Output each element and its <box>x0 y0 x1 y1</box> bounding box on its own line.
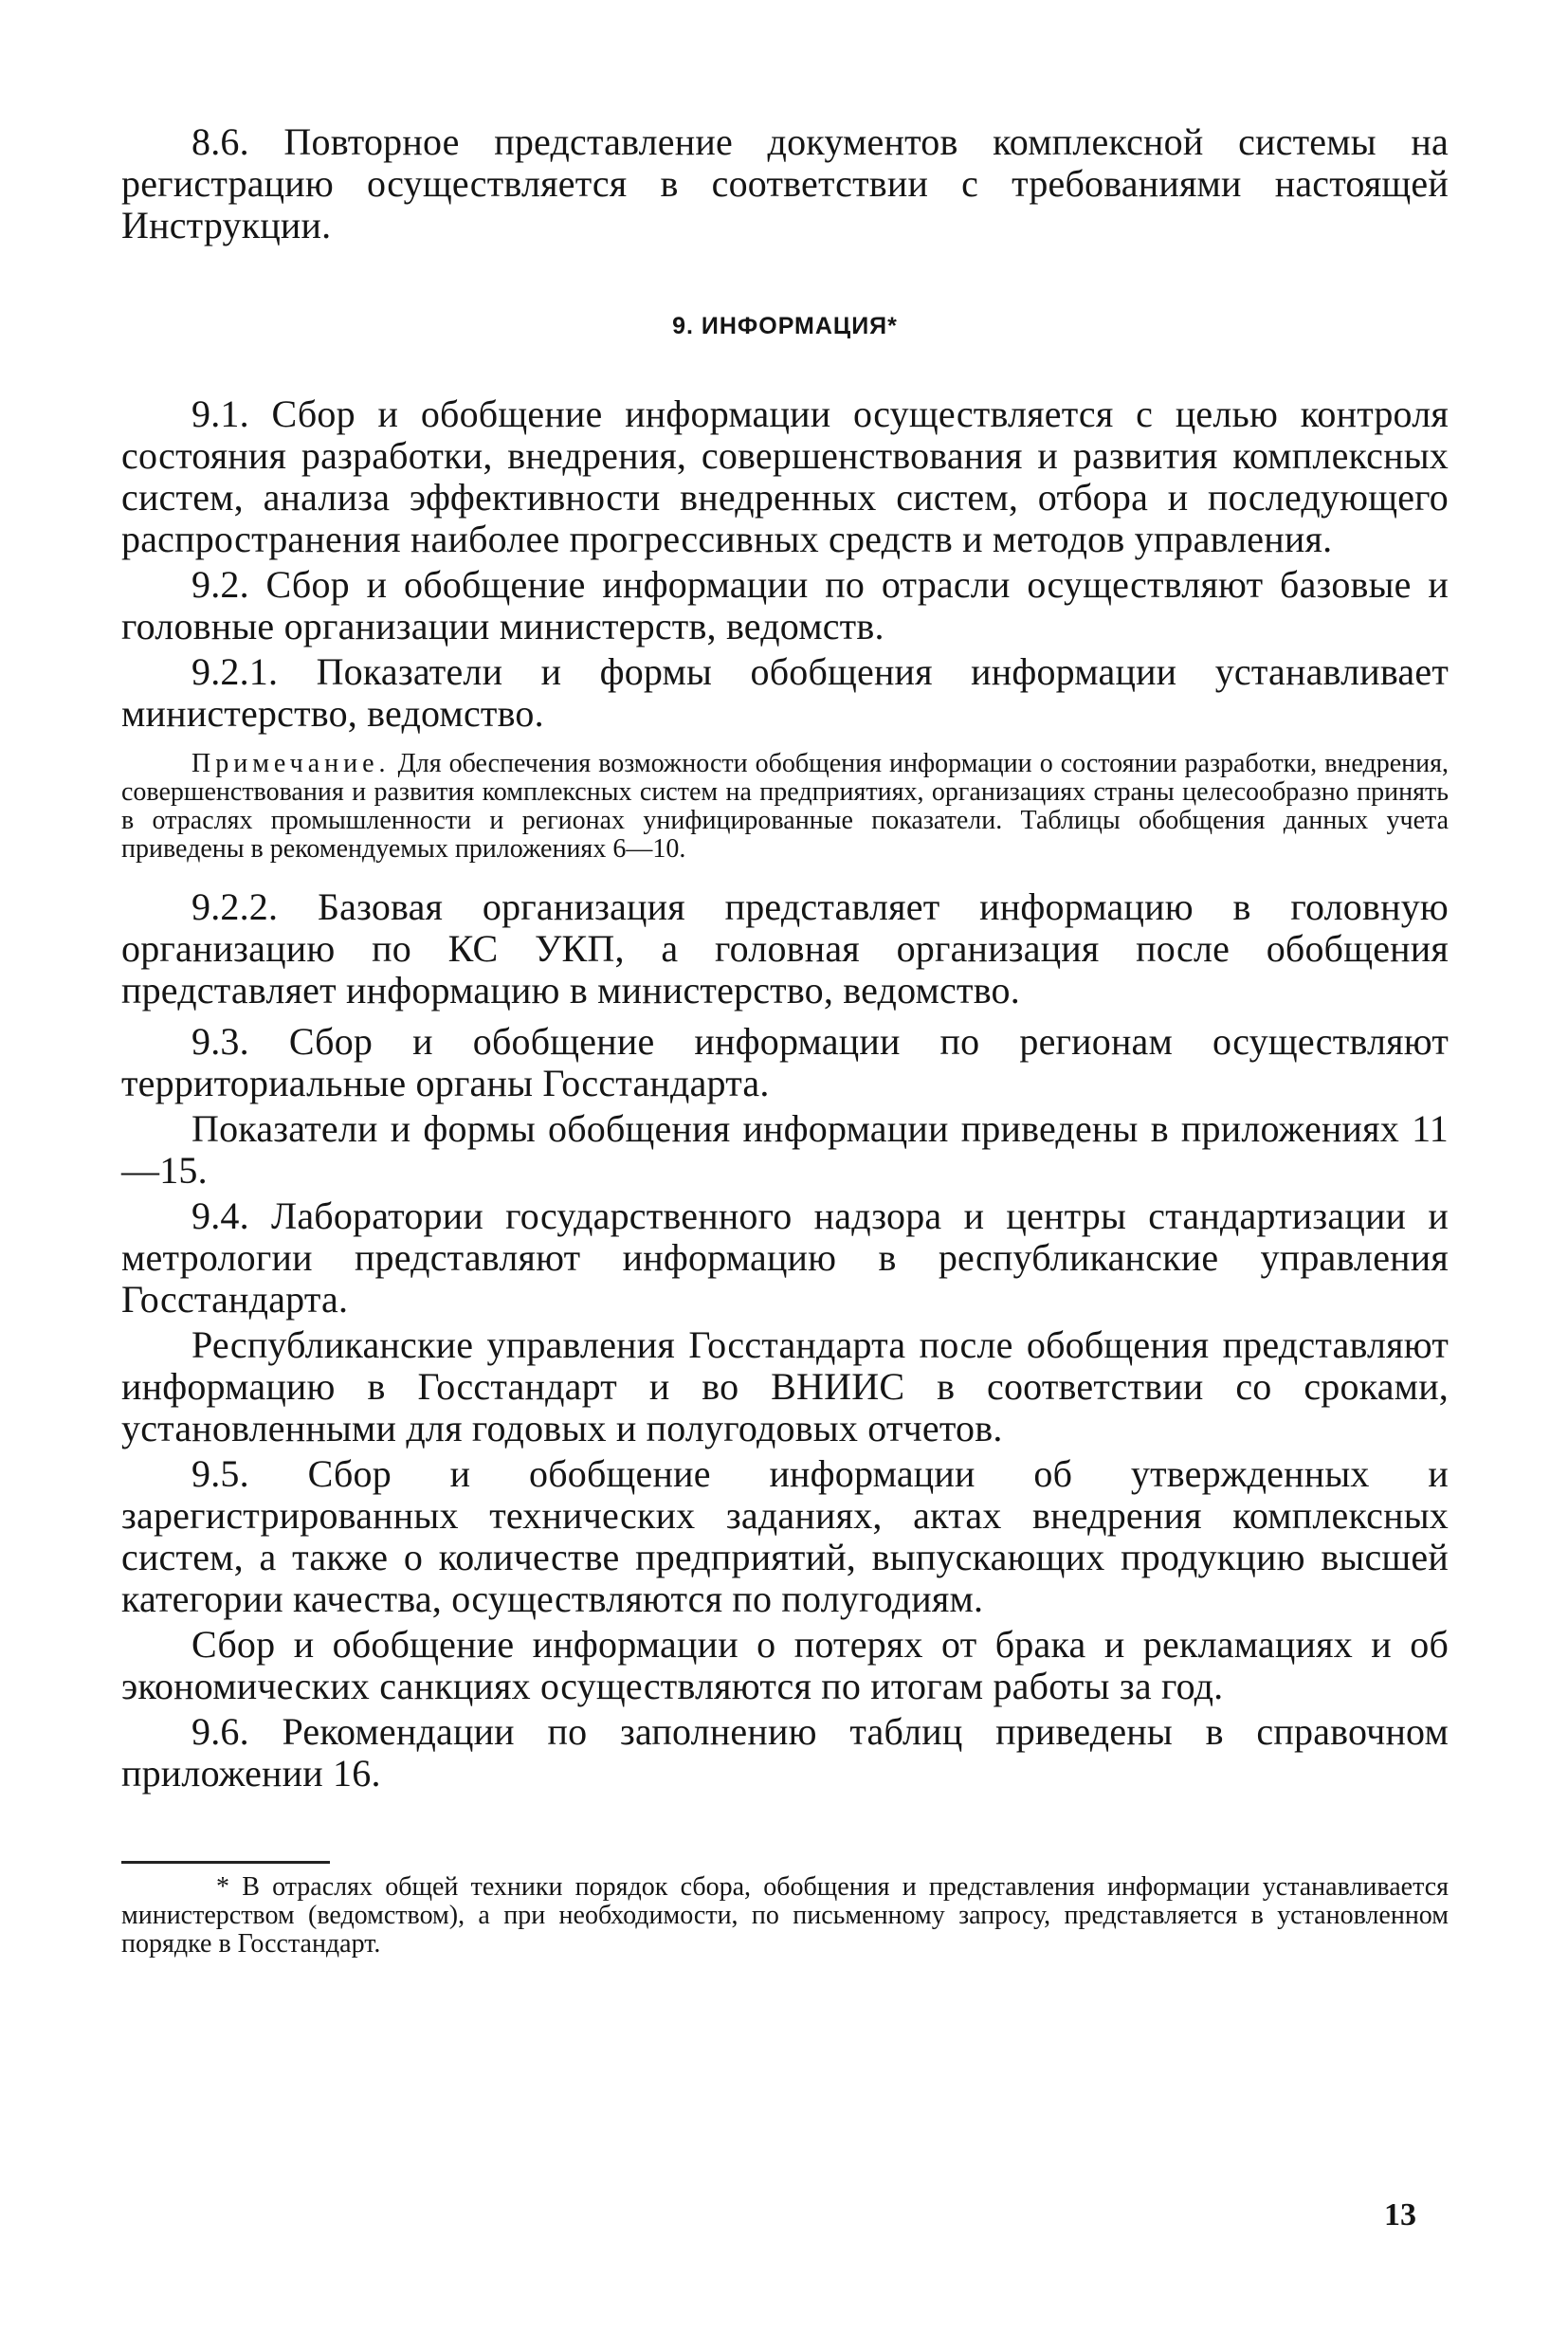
paragraph-9-3: 9.3. Сбор и обобщение информации по регионам осуществляют территориальные органы Госстандарта. <box>121 1020 1449 1104</box>
paragraph-9-5: 9.5. Сбор и обобщение информации об утвержденных и зарегистрированных технических заданиях, актах внедрения комплексных систем, а также о количестве предприятий, выпускающих продукцию высшей категории качества, осуществляются по полугодиям. <box>121 1452 1449 1620</box>
paragraph-9-2-2: 9.2.2. Базовая организация представляет информацию в головную организацию по КС УКП, а головная организация после обобщения представляет информацию в министерство, ведомство. <box>121 885 1449 1011</box>
footnote: * В отраслях общей техники порядок сбора, обобщения и представления информации устанавливается министерством (ведомством), а при необходимости, по письменному запросу, представляется в установленном порядке в Госстандарт. <box>121 1872 1449 1959</box>
page-number: 13 <box>1384 2197 1416 2233</box>
paragraph-8-6: 8.6. Повторное представление документов комплексной системы на регистрацию осуществляется в соответствии с требованиями настоящей Инструкции. <box>121 120 1449 246</box>
note-label: Примечание. <box>191 749 391 778</box>
document-page <box>121 121 1449 1959</box>
paragraph-9-4-republic: Республиканские управления Госстандарта после обобщения представляют информацию в Госстандарт и во ВНИИС в соответствии со сроками, установленными для годовых и полугодовых отчетов. <box>121 1323 1449 1449</box>
paragraph-9-2: 9.2. Сбор и обобщение информации по отрасли осуществляют базовые и головные организации министерств, ведомств. <box>121 563 1449 647</box>
paragraph-9-6: 9.6. Рекомендации по заполнению таблиц приведены в справочном приложении 16. <box>121 1710 1449 1795</box>
footnote-divider <box>121 1861 330 1864</box>
paragraph-9-3-appendices: Показатели и формы обобщения информации приведены в приложениях 11—15. <box>121 1107 1449 1192</box>
paragraph-9-4: 9.4. Лаборатории государственного надзора и центры стандартизации и метрологии представляют информацию в республиканские управления Госстандарта. <box>121 1194 1449 1321</box>
paragraph-9-5-losses: Сбор и обобщение информации о потерях от брака и рекламациях и об экономических санкциях осуществляются по итогам работы за год. <box>121 1623 1449 1707</box>
paragraph-9-2-1: 9.2.1. Показатели и формы обобщения информации устанавливает министерство, ведомство. <box>121 650 1449 735</box>
section-heading-information: 9. ИНФОРМАЦИЯ* <box>672 313 898 339</box>
paragraph-9-1: 9.1. Сбор и обобщение информации осуществляется с целью контроля состояния разработки, внедрения, совершенствования и развития комплексных систем, анализа эффективности внедренных систем, отбора и последующего распространения наиболее прогрессивных средств и методов управления. <box>121 392 1449 560</box>
note-block <box>121 750 1449 864</box>
note-text: Для обеспечения возможности обобщения информации о состоянии разработки, внедрения, совершенствования и развития комплексных систем на предприятиях, организациях страны целесообразно принять в отраслях промышленности и регионах унифицированные показатели. Таблицы обобщения данных учета приведены в рекомендуемых приложениях 6—10. <box>121 749 1449 864</box>
